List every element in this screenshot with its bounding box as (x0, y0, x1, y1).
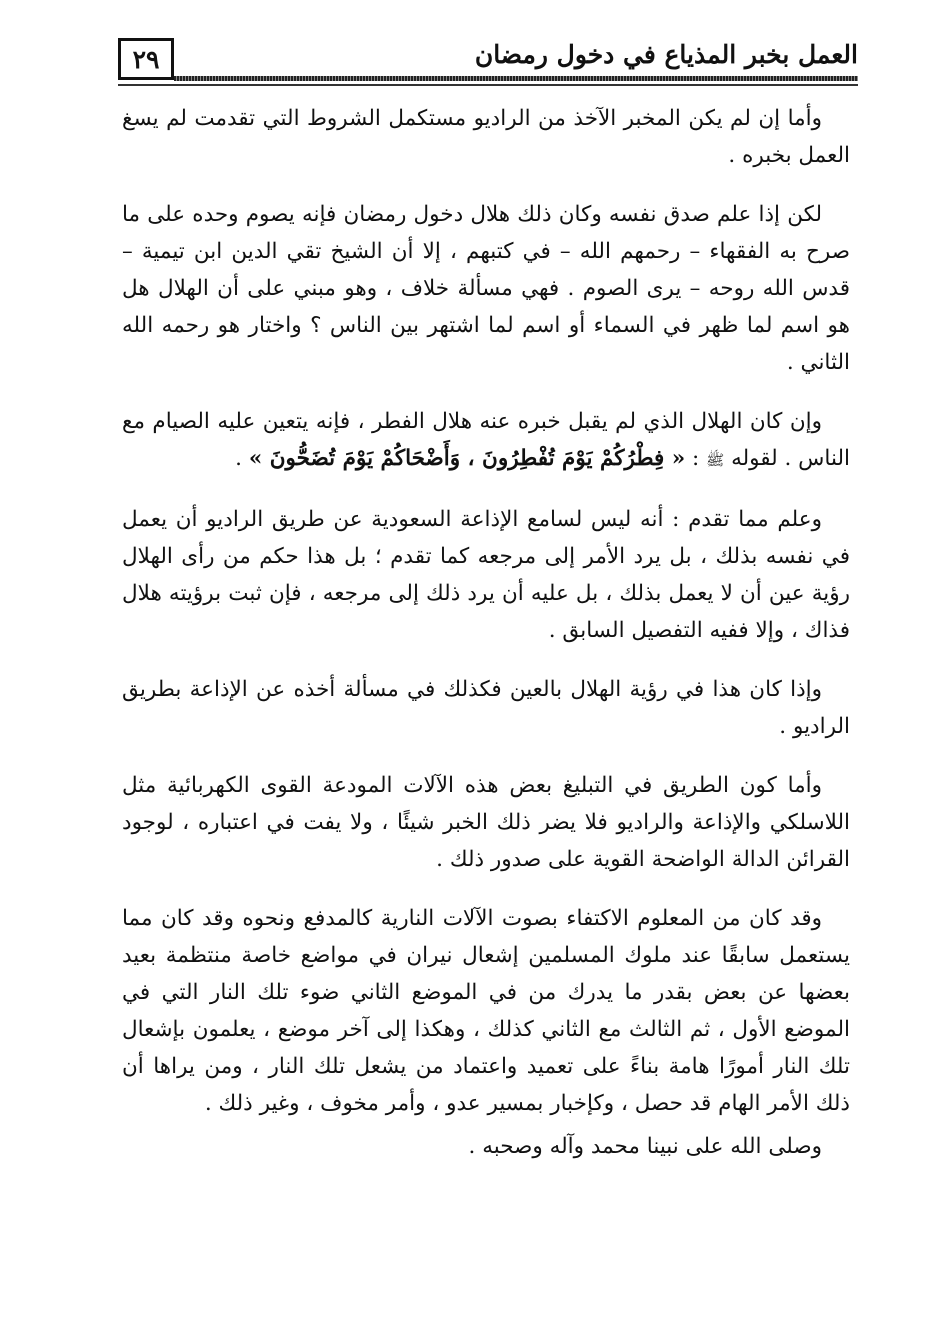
paragraph: وإذا كان هذا في رؤية الهلال بالعين فكذلك في مسألة أخذه عن الإذاعة بطريق الراديو . (122, 677, 850, 739)
paragraph: وعلم مما تقدم : أنه ليس لسامع الإذاعة السعودية عن طريق الراديو أن يعمل في نفسه بذلك ، بل يرد الأمر إلى مرجعه كما تقدم ؛ بل هذا حكم من رأى الهلال رؤية عين أن لا يعمل بذلك ، بل عليه أن يرد ذلك إلى مرجعه ، فإن ثبت برؤيته هلال فذاك ، وإلا ففيه التفصيل السابق . (122, 507, 850, 643)
header-rule-thin (118, 84, 858, 86)
paragraph: وقد كان من المعلوم الاكتفاء بصوت الآلات النارية كالمدفع ونحوه وقد كان مما يستعمل سابقًا عند ملوك المسلمين إشعال نيران في مواضع خاصة منتظمة بعيد بعضها عن بعض بقدر ما يدرك من في الموضع الثاني ضوء تلك النار التي في الموضع الأول ، ثم الثالث مع الثاني كذلك ، وهكذا إلى آخر موضع ، يعلمون بإشعال تلك النار أمورًا هامة بناءً على تعميد واعتماد من يشعل تلك النار ، ومن يراها أن ذلك الأمر الهام قد حصل ، وكإخبار بمسير عدو ، وأمر مخوف ، وغير ذلك . (122, 906, 850, 1116)
honorific-glyph: ﷺ (706, 451, 725, 469)
body-text (122, 100, 850, 1187)
paragraph-hadith (122, 403, 850, 479)
running-title: العمل بخبر المذياع في دخول رمضان (474, 40, 858, 69)
paragraph-text: وإن كان الهلال الذي لم يقبل خبره عنه هلال الفطر ، فإنه يتعين عليه الصيام مع الناس . لقوله (122, 409, 850, 471)
hadith-quote: « فِطْرُكُمْ يَوْمَ تُفْطِرُونَ ، وَأَضْحَاكُمْ يَوْمَ تُضَحُّونَ » (248, 446, 686, 471)
page-number: ٢٩ (118, 38, 174, 80)
colon: : (685, 446, 707, 471)
paragraph: لكن إذا علم صدق نفسه وكان ذلك هلال دخول رمضان فإنه يصوم وحده على ما صرح به الفقهاء – رحمهم الله – في كتبهم ، إلا أن الشيخ تقي الدين ابن تيمية – قدس الله روحه – يرى الصوم . فهي مسألة خلاف ، وهو مبني على أن الهلال هل هو اسم لما ظهر في السماء أو اسم لما اشتهر بين الناس ؟ واختار هو رحمه الله الثاني . (122, 202, 850, 375)
header-rule (174, 76, 858, 81)
page-header (118, 38, 858, 90)
paragraph: وأما إن لم يكن المخبر الآخذ من الراديو مستكمل الشروط التي تقدمت لم يسغ العمل بخبره . (122, 106, 850, 168)
closing-line: وصلى الله على نبينا محمد وآله وصحبه . (468, 1134, 822, 1159)
paragraph-end: . (235, 446, 249, 471)
paragraph: وأما كون الطريق في التبليغ بعض هذه الآلات المودعة القوى الكهربائية مثل اللاسلكي والإذاعة والراديو فلا يضر ذلك الخبر شيئًا ، ولا يفت في اعتباره ، لوجود القرائن الدالة الواضحة القوية على صدور ذلك . (122, 773, 850, 872)
